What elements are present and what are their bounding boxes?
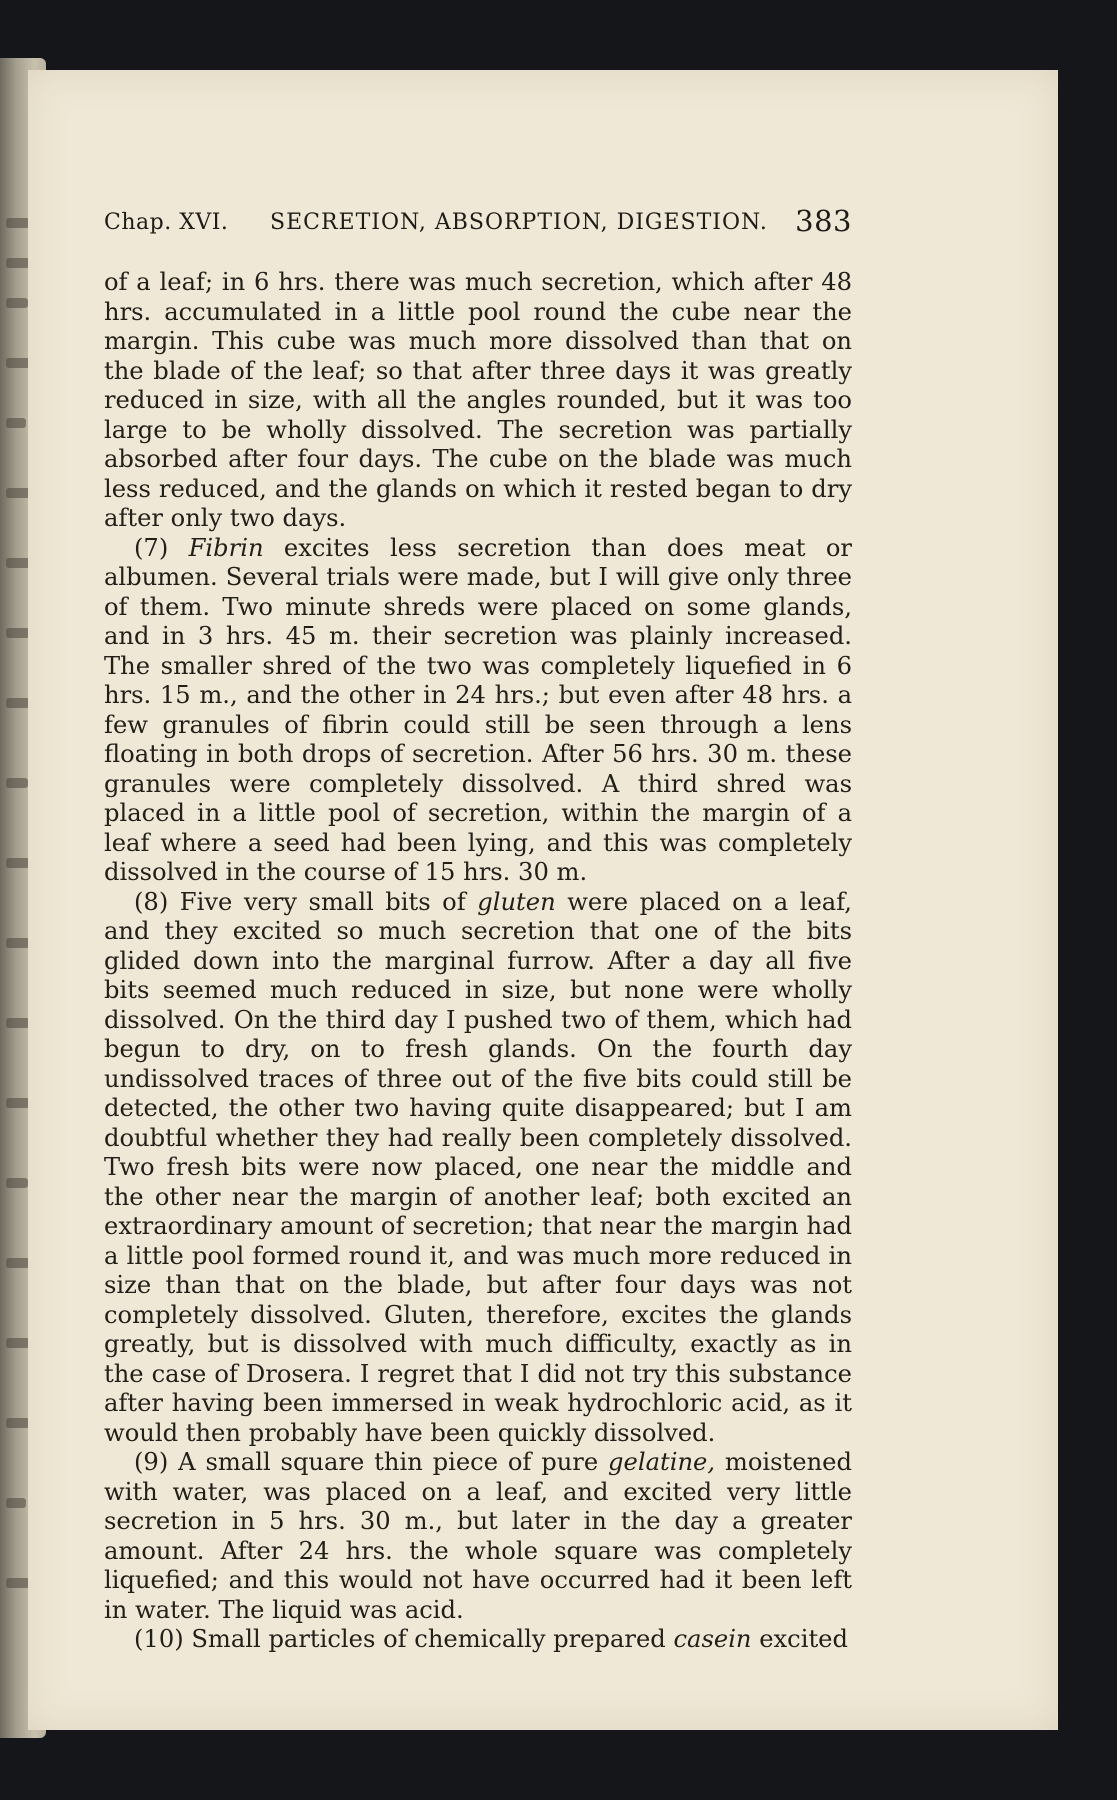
paragraph-marker: (10) (134, 1625, 184, 1653)
paragraph-lead: A small square thin piece of pure (178, 1448, 599, 1476)
italic-term: casein (673, 1625, 752, 1653)
paragraph-text: moistened with water, was placed on a leaf, and excited very little secretion in 5 hrs. 30 m., but later in the day a greater amount. After 24 hrs. the whole square was completely liquefied; and this would not have occurred had it been left in water. The liquid was acid. (104, 1448, 852, 1624)
running-head (104, 202, 852, 238)
paragraph-8 (104, 888, 852, 1449)
paragraph-9 (104, 1448, 852, 1625)
paragraph-7 (104, 534, 852, 888)
paragraph-text: excites less secretion than does meat or albumen. Several trials were made, but I will give only three of them. Two minute shreds were placed on some glands, and in 3 hrs. 45 m. their secretion was plainly increased. The smaller shred of the two was completely liquefied in 6 hrs. 15 m., and the other in 24 hrs.; but even after 48 hrs. a few granules of fibrin could still be seen through a lens floating in both drops of secretion. After 56 hrs. 30 m. these granules were completely dissolved. A third shred was placed in a little pool of secretion, within the margin of a leaf where a seed had been lying, and this was completely dissolved in the course of 15 hrs. 30 m. (104, 533, 852, 886)
italic-term: Fibrin (188, 533, 264, 562)
bleed-through-mark (6, 1018, 30, 1028)
bleed-through-mark (6, 218, 30, 228)
paragraph-continued (104, 268, 852, 534)
paragraph-text: were placed on a leaf, and they excited so much secretion that one of the bits glided down into the marginal furrow. After a day all five bits seemed much reduced in size, but none were wholly dissolved. On the third day I pushed two of them, which had begun to dry, on to fresh glands. On the fourth day undissolved traces of three out of the five bits could still be detected, the other two having quite disappeared; but I am doubtful whether they had really been completely dissolved. Two fresh bits were now placed, one near the middle and the other near the margin of another leaf; both excited an extraordinary amount of secretion; that near the margin had a little pool formed round it, and was much more reduced in size than that on the blade, but after four days was not completely dissolved. Gluten, therefore, excites the glands greatly, but is dissolved with much difficulty, exactly as in the case of Drosera. I regret that I did not try this substance after having been immersed in weak hydrochloric acid, as it would then probably have been quickly dissolved. (104, 887, 852, 1447)
paragraph-lead: Small particles of chemically prepared (191, 1625, 666, 1653)
paragraph-marker: (7) (134, 533, 169, 562)
paragraph-marker: (9) (134, 1448, 169, 1476)
bleed-through-mark (6, 628, 30, 638)
page-number: 383 (795, 204, 852, 238)
italic-term: gluten (477, 887, 556, 916)
bleed-through-mark (6, 418, 26, 428)
bleed-through-mark (6, 778, 28, 788)
paragraph-lead: Five very small bits of (179, 887, 466, 916)
body-text (104, 268, 852, 1655)
bleed-through-mark (6, 1178, 28, 1188)
paragraph-marker: (8) (134, 887, 169, 916)
italic-term: gelatine, (608, 1448, 716, 1476)
paragraph-text: excited (759, 1625, 848, 1653)
bleed-through-mark (6, 1418, 30, 1428)
paragraph-text: of a leaf; in 6 hrs. there was much secretion, which after 48 hrs. accumulated in a little pool round the cube near the margin. This cube was much more dissolved than that on the blade of the leaf; so that after three days it was greatly reduced in size, with all the angles rounded, but it was too large to be wholly dissolved. The secretion was partially absorbed after four days. The cube on the blade was much less reduced, and the glands on which it rested began to dry after only two days. (104, 268, 852, 532)
bleed-through-mark (6, 1498, 26, 1508)
chapter-title: SECRETION, ABSORPTION, DIGESTION. (270, 210, 768, 235)
bleed-through-mark (6, 298, 28, 308)
paragraph-10 (104, 1625, 852, 1655)
chapter-label: Chap. XVI. (104, 210, 229, 235)
